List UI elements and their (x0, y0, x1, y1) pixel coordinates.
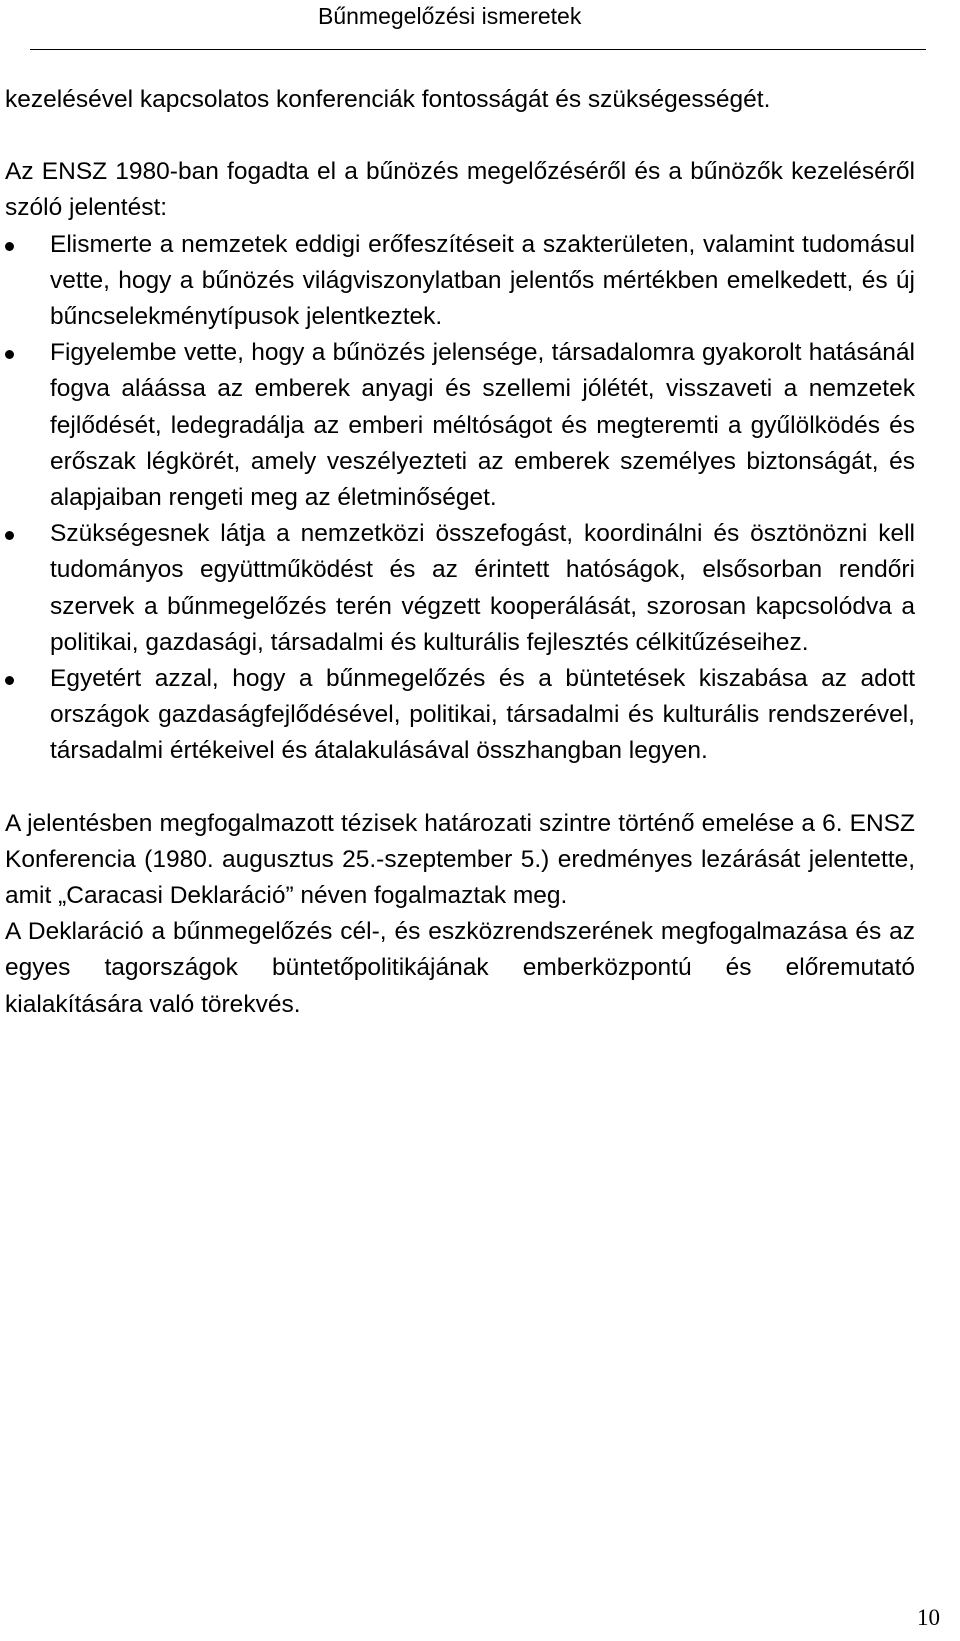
bullet-icon (5, 531, 14, 540)
continued-paragraph: kezelésével kapcsolatos konferenciák fontosságát és szükségességét. (5, 86, 771, 113)
page-number: 10 (917, 1605, 940, 1630)
header-divider (30, 49, 926, 50)
list-item (5, 661, 915, 770)
list-item-text: Elismerte a nemzetek eddigi erőfeszítéseit a szakterületen, valamint tudomásul vette, hogy a bűnözés világviszonylatban jelentős mértékben emelkedett, és új bűncselekménytípusok jelentkeztek. (50, 230, 915, 331)
list-item-text: Egyetért azzal, hogy a bűnmegelőzés és a büntetések kiszabása az adott országok gazdaságfejlődésével, politikai, társadalmi és kulturális rendszerével, társadalmi értékeivel és átalakulásával összhangban legyen. (50, 665, 915, 765)
bullet-icon (5, 676, 14, 685)
list-item (5, 227, 915, 336)
findings-list (5, 227, 915, 770)
list-item (5, 335, 915, 516)
conference-paragraph: A jelentésben megfogalmazott tézisek határozati szintre történő emelése a 6. ENSZ Konferencia (1980. augusztus 25.-szeptember 5.) eredményes lezárását jelentette, amit „Caracasi Deklaráció” néven fogalmaztak meg. (5, 809, 915, 910)
list-item (5, 516, 915, 661)
bullet-icon (5, 350, 14, 359)
page-body (5, 82, 915, 1023)
list-item-text: Figyelembe vette, hogy a bűnözés jelensége, társadalomra gyakorolt hatásánál fogva aláássa az emberek anyagi és szellemi jólétét, visszaveti a nemzetek fejlődését, ledegradálja az emberi méltóságot és megteremti a gyűlölködés és erőszak légkörét, amely veszélyezteti az emberek személyes biztonságát, és alapjaiban rengeti meg az életminőséget. (50, 339, 915, 512)
declaration-paragraph: A Deklaráció a bűnmegelőzés cél-, és eszközrendszerének megfogalmazása és az egyes tagországok büntetőpolitikájának emberközpontú és előremutató kialakítására való törekvés. (5, 918, 915, 1018)
bullet-icon (5, 242, 14, 251)
running-header-title: Bűnmegelőzési ismeretek (318, 3, 582, 29)
intro-paragraph: Az ENSZ 1980-ban fogadta el a bűnözés megelőzéséről és a bűnözők kezeléséről szóló jelentést: (5, 158, 915, 222)
list-item-text: Szükségesnek látja a nemzetközi összefogást, koordinálni és ösztönözni kell tudományos együttműködést és az érintett hatóságok, elsősorban rendőri szervek a bűnmegelőzés terén végzett kooperálását, szorosan kapcsolódva a politikai, gazdasági, társadalmi és kulturális fejlesztés célkitűzéseihez. (50, 520, 915, 656)
